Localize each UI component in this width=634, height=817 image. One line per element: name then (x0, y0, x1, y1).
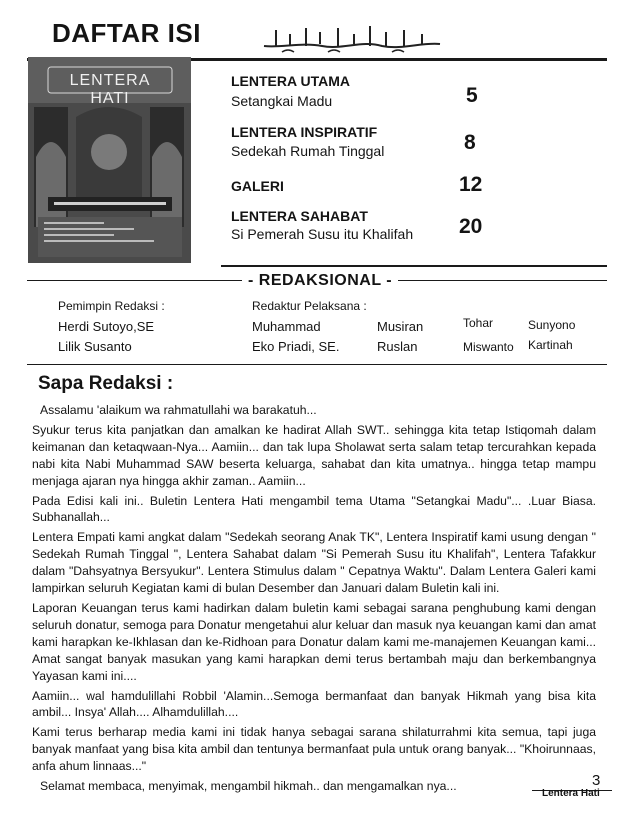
toc-section-2: LENTERA INSPIRATIF (231, 124, 378, 140)
paragraph: Laporan Keuangan terus kami hadirkan dalam buletin kami sebagai sarana penghubung kami dengan seluruh donatur, semoga para Donatur mengetahui alur keluar dan masuk nya keuangan kami dan amat kami harapkan ke-Ikhlasan dan ke-Ridhoan para Donatur dalam kami me-manajemen Keuangan kami... Amat sangat banyak masukan yang kami harapkan demi terus bertambah maju dan berkembangnya Yayasan kami ini.... (32, 600, 596, 683)
cover-brand: LENTERA HATI (69, 72, 151, 107)
toc-section-1: LENTERA UTAMA (231, 73, 350, 89)
staff-name: Ruslan (377, 339, 418, 354)
toc-section-3: GALERI (231, 178, 284, 194)
staff-name: Eko Priadi, SE. (252, 339, 340, 354)
pimpinan-label: Pemimpin Redaksi : (58, 299, 165, 313)
magazine-cover-image (28, 57, 191, 263)
toc-page-4: 20 (459, 215, 483, 238)
toc-rule (221, 265, 607, 267)
toc-page-2: 8 (464, 131, 476, 154)
staff-name: Herdi Sutoyo,SE (58, 319, 155, 334)
toc-title-1: Setangkai Madu (231, 93, 333, 109)
bismillah-calligraphy (262, 22, 442, 56)
page-number: 3 (592, 772, 601, 789)
paragraph: Pada Edisi kali ini.. Buletin Lentera Hati mengambil tema Utama "Setangkai Madu"... .Luar Biasa. Subhanallah... (32, 493, 596, 525)
staff-name: Miswanto (463, 340, 514, 354)
sapa-redaksi-body (32, 402, 596, 798)
staff-name: Tohar (463, 316, 494, 330)
page-title: DAFTAR ISI (52, 18, 201, 48)
toc-title-2: Sedekah Rumah Tinggal (231, 143, 385, 159)
pelaksana-label: Redaktur Pelaksana : (252, 299, 367, 313)
toc-page-3: 12 (459, 173, 483, 196)
paragraph: Assalamu 'alaikum wa rahmatullahi wa barakatuh... (40, 403, 317, 417)
paragraph: Lentera Empati kami angkat dalam "Sedekah seorang Anak TK", Lentera Inspiratif kami usung dengan " Sedekah Rumah Tinggal ", Lentera Sahabat dalam "Si Pemerah Susu itu Khalifah", Lentera Tafakkur dalam "Dahsyatnya Bersyukur". Lentera Stimulus dalam " Cepatnya Waktu". Dalam Lentera Galeri kami lampirkan seluruh Kegiatan kami di bulan Desember dan Januari dalam Buletin kali ini. (32, 530, 596, 596)
redaksional-heading: - REDAKSIONAL - (242, 272, 398, 290)
paragraph: Syukur terus kita panjatkan dan amalkan ke hadirat Allah SWT.. sehingga kita tetap Istiqomah dalam keimanan dan ketaqwaan-Nya... Aamiin... dan tak lupa Sholawat serta salam tetap tercurahkan kepada nabi kita Nabi Muhammad SAW beserta keluarga, sahabat dan kita umatnya.. hingga tetap mampu menjaga ajaran nya hingga akhir zaman.. Aamiin... (32, 422, 596, 488)
toc-page-1: 5 (466, 84, 478, 107)
staff-name: Musiran (377, 319, 424, 334)
paragraph: Aamiin... wal hamdulillahi Robbil 'Alamin...Semoga bermanfaat dan banyak Hikmah yang bisa kita ambil... Insya' Allah.... Alhamdulillah.... (32, 688, 596, 720)
staff-name: Sunyono (528, 318, 576, 332)
staff-name: Kartinah (528, 338, 573, 352)
paragraph: Selamat membaca, menyimak, mengambil hikmah.. dan mengamalkan nya... (40, 779, 457, 794)
sapa-redaksi-heading: Sapa Redaksi : (38, 373, 174, 394)
paragraph: Kami terus berharap media kami ini tidak hanya sebagai sarana shilaturrahmi kita semua, tapi juga banyak manfaat yang bisa kita ambil dan tentunya bermanfaat pula untuk orang banyak... "Khoirunnaas, anfa ahum linnaas..." (32, 725, 596, 774)
staff-name: Muhammad (252, 319, 321, 334)
staff-rule (27, 364, 607, 365)
toc-section-4: LENTERA SAHABAT (231, 208, 368, 224)
staff-name: Lilik Susanto (58, 339, 132, 354)
toc-title-4: Si Pemerah Susu itu Khalifah (231, 226, 414, 242)
footer-brand: Lentera Hati (542, 788, 600, 799)
